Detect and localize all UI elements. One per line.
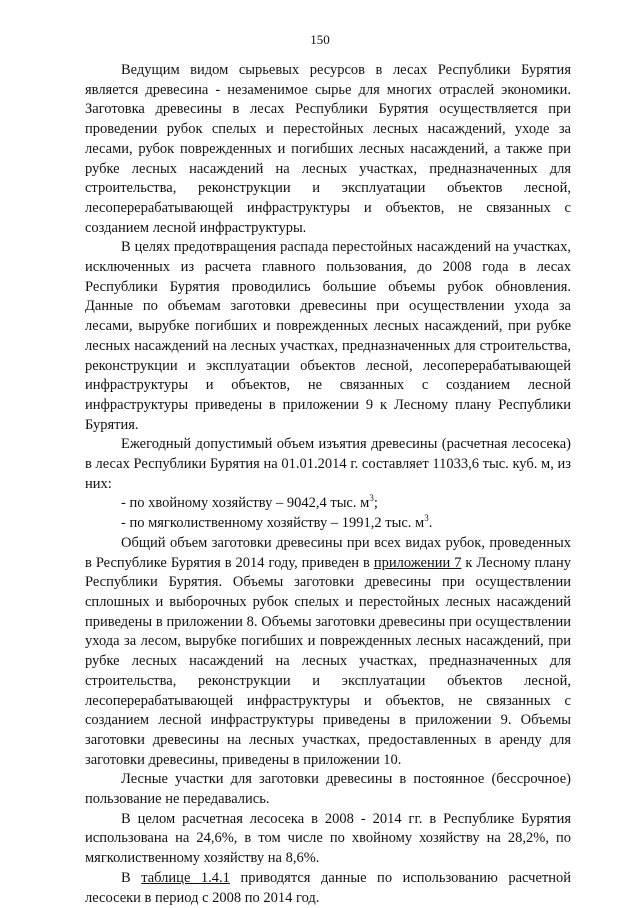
paragraph-table-reference-rest: приводятся данные по использованию расчетной лесосеки в период с 2008 по 2014 год.	[85, 869, 572, 906]
bullet-coniferous	[85, 494, 571, 514]
bullet-softwood	[85, 514, 571, 534]
bullet-softwood-unit-sup: 3	[424, 513, 429, 524]
paragraph-wood-resources: Ведущим видом сырьевых ресурсов в лесах Республики Бурятия является древесина - незаменимое сырье для многих отраслей экономики. Заготовка древесины в лесах Республики Бурятия осуществляется при проведении рубок спелых и перестойных лесных насаждений, уходе за лесами, рубок поврежденных и погибших лесных насаждений, а также при рубке лесных насаждений на лесных участках, предназначенных для строительства, реконструкции и эксплуатации объектов лесной, лесоперерабатывающей инфраструктуры и объектов, не связанных с созданием лесной инфраструктуры.	[85, 62, 571, 236]
paragraph-overmature-stands: В целях предотвращения распада перестойных насаждений на участках, исключенных из расчета главного пользования, до 2008 года в лесах Республики Бурятия проводились большие объемы рубок обновления. Данные по объемам заготовки древесины при осуществлении ухода за лесами, вырубке погибших и поврежденных лесных насаждений, при рубке лесных насаждений на лесных участках, предназначенных для строительства, реконструкции и эксплуатации объектов лесной, лесоперерабатывающей инфраструктуры и объектов, не связанных с созданием лесной инфраструктуры приведены в приложении 9 к Лесному плану Республики Бурятия.	[85, 239, 571, 433]
table-1-4-1-link[interactable]: таблице 1.4.1	[141, 869, 230, 886]
appendix-7-link[interactable]: приложении 7	[373, 554, 462, 571]
bullet-coniferous-end: ;	[373, 495, 378, 512]
paragraph-permanent-use: Лесные участки для заготовки древесины в постоянное (бессрочное) пользование не передавались.	[85, 771, 571, 808]
bullet-coniferous-unit-sup: 3	[369, 493, 374, 504]
paragraph-table-reference	[85, 869, 571, 908]
paragraph-harvest-volume-start: Общий объем заготовки древесины при всех видах рубок, проведенных в Республике Бурятия в 2014 году, приведен в	[85, 534, 571, 571]
paragraph-harvest-volume	[85, 534, 571, 770]
bullet-softwood-text: - по мягколиственному хозяйству – 1991,2 тыс. м	[121, 515, 425, 532]
paragraph-allowable-cut: Ежегодный допустимый объем изъятия древесины (расчетная лесосека) в лесах Республики Бурятия на 01.01.2014 г. составляет 11033,6 тыс. куб. м, из них:	[85, 436, 571, 492]
bullet-softwood-end: .	[428, 515, 433, 532]
paragraph-harvest-volume-rest: к Лесному плану Республики Бурятия. Объемы заготовки древесины при осуществлении сплошных и выборочных рубок спелых и перестойных лесных насаждений приведены в приложении 8. Объемы заготовки древесины при осуществлении ухода за лесом, вырубке погибших и поврежденных лесных насаждений, при рубке лесных насаждений на лесных участках, предназначенных для строительства, реконструкции и эксплуатации объектов лесной, лесоперерабатывающей инфраструктуры и объектов, не связанных с созданием лесной инфраструктуры приведены в приложении 9. Объемы заготовки древесины на лесных участках, предоставленных в аренду для заготовки древесины, приведены в приложении 10.	[85, 554, 571, 768]
paragraph-cut-usage: В целом расчетная лесосека в 2008 - 2014 гг. в Республике Бурятия использована на 24,6%, в том числе по хвойному хозяйству на 28,2%, по мягколиственному хозяйству на 8,6%.	[85, 810, 571, 867]
page-number: 150	[310, 32, 330, 47]
document-body	[85, 61, 571, 908]
paragraph-table-reference-start: В	[121, 869, 142, 886]
bullet-coniferous-text: - по хвойному хозяйству – 9042,4 тыс. м	[121, 495, 370, 512]
